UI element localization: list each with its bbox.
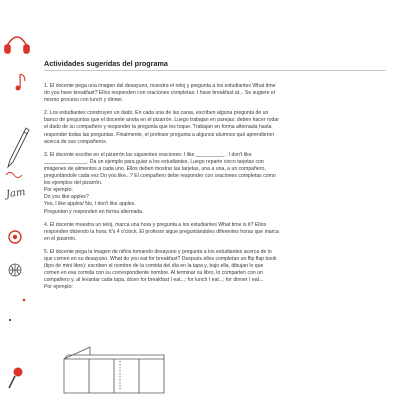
text-line: los ejemplos del pizarrón. [44, 180, 103, 187]
pencil-icon [8, 128, 29, 167]
round-badge-icon [9, 231, 21, 243]
text-line: preguntándole cada vez Do you like...? El compañero debe responder con oraciones completas como [44, 173, 276, 180]
text-line: Do you like apples? [44, 194, 89, 201]
flip-flap-book-illustration [60, 345, 170, 395]
text-line: 2. Los estudiantes construyen un dado. En cada una de las caras, escriben alguna pregunta de un [44, 110, 269, 117]
activity-3 [44, 152, 386, 216]
title-underline [44, 70, 386, 71]
text-line: Yes, I like apples/ No, I don't like apples. [44, 201, 136, 208]
text-line: 3. El docente escribe en el pizarrón las siguientes oraciones: I like __________ . I don't like [44, 151, 252, 158]
text-line: imágenes de alimentos a cada uno. Ellos deben mostrar las tarjetas, una a una, a un compañero, [44, 165, 266, 172]
text-line: acerca de sus compañeros. [44, 138, 108, 145]
squiggle-icon [6, 173, 22, 178]
globe-icon [9, 264, 21, 276]
microphone-icon [9, 368, 23, 389]
decor-dot [9, 319, 11, 321]
margin-doodles [0, 0, 34, 400]
text-line: responden diciendo la hora: It's 4 o'clock. El profesor sigue preguntándoles diferentes horas que marca [44, 228, 279, 235]
text-line: que comen en su desayuno. What do you eat for breakfast? Después ellos completan un flip flap book [44, 255, 277, 262]
text-line: do you have breakfast? Ellos responden con oraciones completas: I have breakfast at... Se sugiere el [44, 90, 275, 97]
activity-2 [44, 110, 386, 145]
headphones-icon [5, 37, 29, 53]
left-decor-margin [0, 0, 34, 400]
text-line: Por ejemplo: [44, 187, 73, 194]
text-line: _______________. Da un ejemplo para guiar a los estudiantes. Luego reparte cinco tarjetas con [44, 158, 264, 165]
music-note-icon [16, 74, 25, 91]
activity-5 [44, 249, 386, 292]
text-line: banco de preguntas que el docente anota en el pizarrón. Luego trabajan en parejas: deben hacer rodar [44, 117, 279, 124]
decor-dot [23, 299, 26, 302]
text-line: el dado de su compañero y responder la pregunta que les toque. Trabajan en forma alternada hasta [44, 124, 272, 131]
text-line: 4. El docente muestra un reloj, marca una hora y pregunta a los estudiantes What time is it? Ellos [44, 221, 267, 228]
text-line: (tipo de mini libro): escriben el nombre de la comida del día en la tapa y, bajo ella, dibujan lo que [44, 263, 264, 270]
text-line: Por ejemplo: [44, 284, 73, 291]
text-line: en el pizarrón. [44, 235, 77, 242]
text-line: Preguntan y responden en forma alternada. [44, 208, 144, 215]
text-line: compañero y, al levantar cada tapa, dicen for breakfast I eat...; for lunch I eat...; for dinner I eat... [44, 277, 264, 284]
text-line: responder todas las preguntas. Finalmente, el profesor pregunta a algunos alumnos qué aprendieron [44, 131, 275, 138]
text-line: comen en esa comida con su correspondiente nombre. Al terminar su libro, lo comparten con un [44, 270, 263, 277]
text-line: 5. El docente pega la imagen de niños tomando desayuno y pregunta a los estudiantes acerca de lo [44, 248, 272, 255]
activity-4 [44, 222, 386, 243]
section-title: Actividades sugeridas del programa [44, 59, 168, 68]
activities-list [44, 83, 386, 297]
jam-handwritten-label: Jam [5, 186, 27, 201]
activity-1 [44, 83, 386, 104]
text-line: mismo proceso con lunch y dinner. [44, 97, 124, 104]
text-line: 1. El docente pega una imagen del desayuno, muestra el reloj y pregunta a los estudiantes What time [44, 83, 276, 89]
